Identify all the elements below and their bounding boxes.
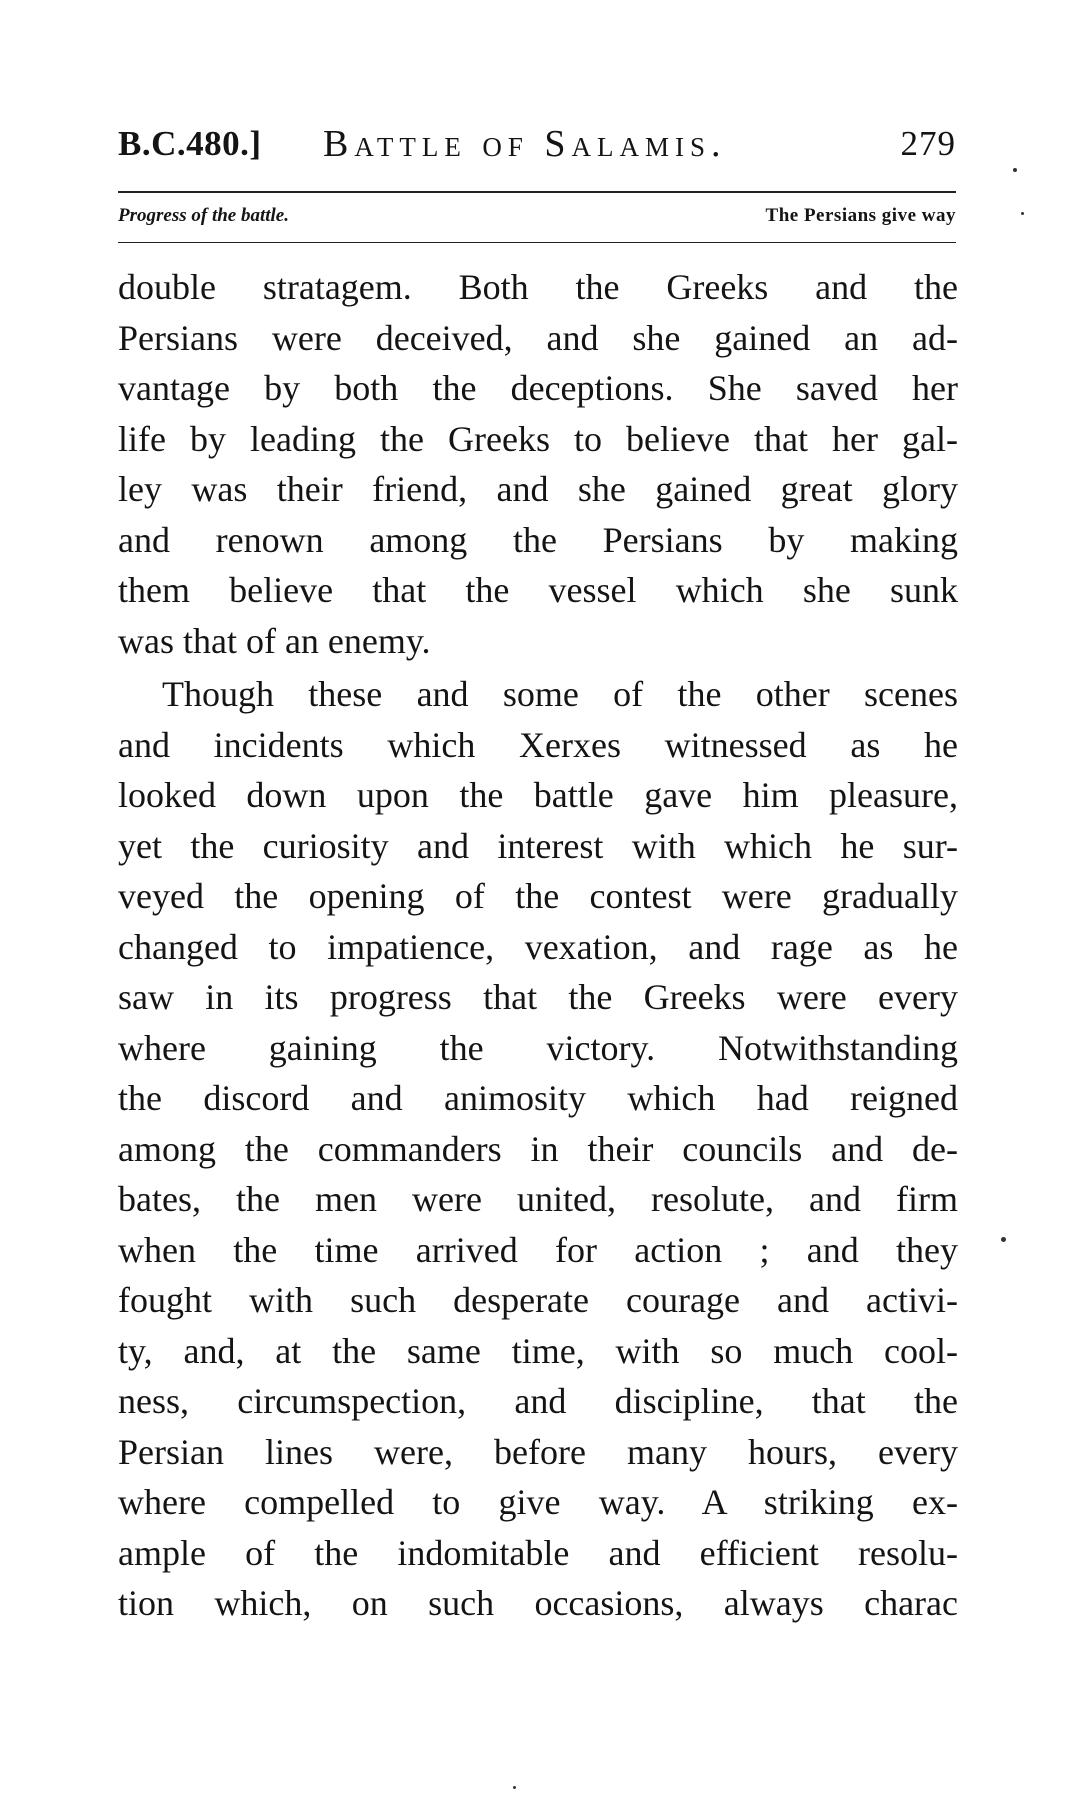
body-text bbox=[118, 262, 958, 1629]
chapter-title: Battle of Salamis. bbox=[323, 123, 727, 165]
print-speck bbox=[1013, 168, 1017, 172]
text-line: veyed the opening of the contest were gradually bbox=[118, 876, 958, 916]
page-number: 279 bbox=[900, 124, 956, 163]
print-speck bbox=[1021, 212, 1024, 215]
print-speck bbox=[513, 1786, 516, 1789]
text-line: Persians were deceived, and she gained an ad- bbox=[118, 317, 958, 358]
text-line: ample of the indomitable and efficient resolu- bbox=[118, 1532, 958, 1573]
text-line: tion which, on such occasions, always charac bbox=[118, 1583, 958, 1623]
marginal-headings bbox=[118, 196, 956, 236]
text-line: where gaining the victory. Notwithstanding bbox=[118, 1027, 958, 1068]
text-line: double stratagem. Both the Greeks and the bbox=[118, 267, 958, 307]
text-line: Though these and some of the other scenes bbox=[162, 674, 958, 714]
text-line: was that of an enemy. bbox=[118, 620, 431, 661]
text-line: saw in its progress that the Greeks were every bbox=[118, 977, 958, 1017]
text-line: looked down upon the battle gave him pleasure, bbox=[118, 775, 958, 815]
text-line: yet the curiosity and interest with which he sur- bbox=[118, 825, 958, 866]
text-line: them believe that the vessel which she sunk bbox=[118, 570, 958, 610]
text-line: fought with such desperate courage and activi- bbox=[118, 1280, 958, 1320]
text-line: when the time arrived for action ; and they bbox=[118, 1229, 958, 1270]
text-line: ty, and, at the same time, with so much cool- bbox=[118, 1330, 958, 1371]
paragraph bbox=[118, 262, 958, 666]
text-line: bates, the men were united, resolute, and firm bbox=[118, 1179, 958, 1219]
text-line: the discord and animosity which had reigned bbox=[118, 1078, 958, 1118]
text-line: life by leading the Greeks to believe that her gal- bbox=[118, 418, 958, 459]
text-line: ley was their friend, and she gained great glory bbox=[118, 469, 958, 509]
sidenote-rule bbox=[118, 242, 956, 243]
text-line: and incidents which Xerxes witnessed as he bbox=[118, 724, 958, 765]
text-line: and renown among the Persians by making bbox=[118, 519, 958, 560]
sidenote-right: The Persians give way bbox=[765, 205, 956, 226]
sidenote-left: Progress of the battle. bbox=[118, 205, 289, 226]
print-speck bbox=[1001, 1237, 1006, 1242]
text-line: where compelled to give way. A striking ex- bbox=[118, 1482, 958, 1522]
text-line: changed to impatience, vexation, and rage as he bbox=[118, 926, 958, 967]
text-line: vantage by both the deceptions. She saved her bbox=[118, 368, 958, 408]
paragraph bbox=[118, 666, 958, 1629]
header-rule bbox=[118, 191, 956, 193]
running-head bbox=[118, 118, 956, 170]
text-line: Persian lines were, before many hours, every bbox=[118, 1431, 958, 1472]
text-line: ness, circumspection, and discipline, that the bbox=[118, 1381, 958, 1421]
year-reference: B.C.480.] bbox=[118, 124, 262, 163]
text-line: among the commanders in their councils and de- bbox=[118, 1128, 958, 1169]
